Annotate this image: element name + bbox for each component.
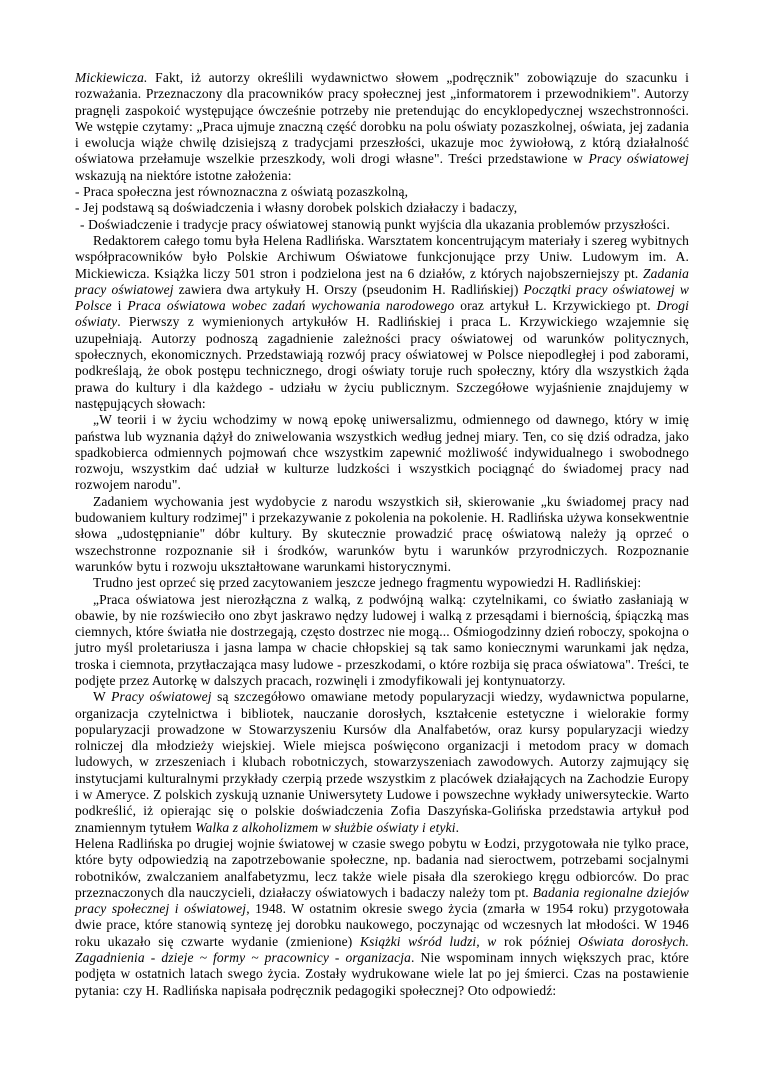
paragraph <box>75 70 689 184</box>
text-run: . <box>455 819 460 835</box>
italic-text-run: Mickiewicza. <box>75 70 148 85</box>
italic-text-run: Pracy oświatowej <box>111 689 212 705</box>
paragraph <box>75 494 689 575</box>
paragraph <box>75 412 689 493</box>
paragraph <box>75 836 689 999</box>
italic-text-run: Drogi oświaty <box>75 298 690 330</box>
text-run: - Doświadczenie i tradycje pracy oświatowej stanowią punkt wyjścia dla ukazania problemów przyszłości. <box>80 216 670 232</box>
text-run: Fakt, iż autorzy określili wydawnictwo słowem „podręcznik" zobowiązuje do szacunku i rozważania. Przeznaczony dla pracowników pracy społecznej jest „informatorem i przewodnikiem". Autorzy pragnęli zaspokoić występujące ówcześnie potrzeby nie pretendując do encyklopedycznej wszechstronności. We wstępie czytamy: „Praca ujmuje znaczną część dorobku na polu oświaty pozaszkolnej, oświata, jej zadania i ewolucja wiąże chwilę dzisiejszą z tradycjami przeszłości, ukazuje moc żywiołową, z którą działalność oświatowa przełamuje wszelkie przeszkody, woli drogi własne". Treści przedstawione w <box>75 70 689 167</box>
italic-text-run: Początki pracy oświatowej w Polsce <box>75 281 689 314</box>
text-run: Trudno jest oprzeć się przed zacytowaniem jeszcze jednego fragmentu wypowiedzi H. Radlińskiej: <box>93 575 642 591</box>
paragraph <box>75 184 689 200</box>
italic-text-run: Badania regionalne dziejów pracy społecznej i oświatowej <box>75 884 689 917</box>
text-run: - Praca społeczna jest równoznaczna z oświatą pozaszkolną, <box>75 184 409 200</box>
italic-text-run: Praca oświatowa wobec zadań wychowania narodowego <box>127 298 455 314</box>
text-run: i <box>111 298 128 314</box>
text-run: . Nie wspominam innych większych prac, które podjęta w ostatnich latach swego życia. Zostały wydrukowane wiele lat po jej śmierci. Czas na postawienie pytania: czy H. Radlińska napisała podręcznik pedagogiki społecznej? Oto odpowiedź: <box>75 950 689 998</box>
paragraph <box>75 217 689 233</box>
paragraph <box>75 689 689 836</box>
text-run: , 1948. W ostatnim okresie swego życia (zmarła w 1954 roku) przygotowała dwie prace, które stanowią syntezę jej dorobku naukowego, poczynając od wczesnych lat młodości. W 1946 roku ukazało się czwarte wydanie (zmienione) <box>75 901 689 949</box>
text-run: wskazują na niektóre istotne założenia: <box>75 167 292 183</box>
text-run: są szczegółowo omawiane metody popularyzacji wiedzy, wydawnictwa popularne, organizacja czytelnictwa i bibliotek, nauczanie dorosłych, kształcenie estetyczne i wielorakie formy popularyzacji prowadzone w Stowarzyszeniu Kursów dla Analfabetów, oraz kursy popularyzacji wiedzy rolniczej dla młodzieży wiejskiej. Wiele miejsca poświęcono organizacji i metodom pracy w domach ludowych, w zrzeszeniach i klubach robotniczych, stowarzyszeniach zawodowych. Autorzy zajmujący się instytucjami kulturalnymi przykłady czerpią przede wszystkim z placówek działających na Zachodzie Europy i w Ameryce. Z polskich zyskują uznanie Uniwersytety Ludowe i powszechne wykłady uniwersyteckie. Warto podkreślić, iż opierając się o polskie doświadczenia Zofia Daszyńska-Golińska przedstawia artykuł pod znamiennym tytułem <box>75 689 689 835</box>
text-run: oraz artykuł L. Krzywickiego pt. <box>454 298 657 314</box>
text-run: rok później <box>496 933 579 949</box>
italic-text-run: Książki wśród ludzi, w <box>359 933 497 949</box>
text-run: W <box>93 689 112 705</box>
paragraph <box>75 233 689 412</box>
text-run: „Praca oświatowa jest nierozłączna z walką, z podwójną walką: czytelnikami, co światło zasłaniają w obawie, by nie rozświeciło ono zbyt jaskrawo nędzy ludowej i walką z przesądami i biernością, śpiączką mas ciemnych, które światła nie dostrzegają, często dostrzec nie mogą... Ośmiogodzinny dzień roboczy, spokojna o jutro myśl proletariusza i jasna lampa w chacie chłopskiej są tak samo koniecznymi warunkami jak nędza, troska i ciemnota, przytłaczająca masy ludowe - przeszkodami, o które rozbija się praca oświatowa". Treści, te podjęte przez Autorkę w dalszych pracach, rozwinęli i zmodyfikowali jej kontynuatorzy. <box>75 591 689 688</box>
text-run: Zadaniem wychowania jest wydobycie z narodu wszystkich sił, skierowanie „ku świadomej pracy nad budowaniem kultury rodzimej" i przekazywanie z pokolenia na pokolenie. H. Radlińska używa konsekwentnie słowa „udostępnianie" dóbr kultury. By skutecznie prowadzić pracę oświatową należy ją oprzeć o wszechstronne rozpoznanie sił i środków, warunków bytu i warunków przyrodniczych. Rozpoznanie warunków bytu i rozwoju ukształtowane warunkami historycznymi. <box>75 493 689 574</box>
italic-text-run: Oświata dorosłych. Zagadnienia - dzieje ~ formy ~ pracownicy - organizacja <box>75 933 689 966</box>
text-run: zawiera dwa artykuły H. Orszy (pseudonim H. Radlińskiej) <box>173 281 524 297</box>
text-run: „W teorii i w życiu wchodzimy w nową epokę uniwersalizmu, odmiennego od dawnego, który w imię państwa lub wyznania dążył do zniwelowania wszystkich według jednej miary. Ten, co się dziś odradza, jako spadkobierca odmiennych pojmowań chce wszystkim zapewnić możliwość indywidualnego i swobodnego rozwoju, wszystkim dać udział w kulturze ludzkości i wszystkich pociągnąć do świadomej pracy nad rozwojem narodu". <box>75 412 689 493</box>
italic-text-run: Zadania pracy oświatowej <box>75 265 689 297</box>
text-run: Helena Radlińska po drugiej wojnie światowej w czasie swego pobytu w Łodzi, przygotowała nie tylko prace, które byty odpowiedzią na zapotrzebowanie społeczne, np. badania nad sieroctwem, potrzebami socjalnymi robotników, zwalczaniem analfabetyzmu, lecz także wiele pisała dla szerokiego kręgu odbiorców. Do prac przeznaczonych dla nauczycieli, działaczy oświatowych i badaczy należy tom pt. <box>75 835 689 900</box>
paragraph <box>75 575 689 591</box>
italic-text-run: Pracy oświatowej <box>588 151 690 167</box>
text-block <box>75 70 689 999</box>
text-run: Redaktorem całego tomu była Helena Radlińska. Warsztatem koncentrującym materiały i szereg wybitnych współpracowników było Polskie Archiwum Oświatowe funkcjonujące przy Uniw. Ludowym im. A. Mickiewicza. Książka liczy 501 stron i podzielona jest na 6 działów, z których najobszerniejszy pt. <box>75 232 689 281</box>
text-run: . Pierwszy z wymienionych artykułów H. Radlińskiej i praca L. Krzywickiego wzajemnie się uzupełniają. Autorzy podnoszą zagadnienie zależności pracy oświatowej od warunków politycznych, społecznych, ekonomicznych. Przedstawiają rozwój pracy oświatowej w Polsce niepodległej i pod zaborami, podkreślają, że obok postępu technicznego, drogi oświaty toruje ruch społeczny, który dla wszystkich żąda prawa do kultury i dla każdego - udziału w życiu publicznym. Szczegółowe wyjaśnienie znajdujemy w następujących słowach: <box>75 314 689 411</box>
paragraph <box>75 200 689 216</box>
italic-text-run: Walka z alkoholizmem w służbie oświaty i etyki <box>195 819 456 835</box>
paragraph <box>75 592 689 690</box>
text-run: - Jej podstawą są doświadczenia i własny dorobek polskich działaczy i badaczy, <box>75 200 518 216</box>
